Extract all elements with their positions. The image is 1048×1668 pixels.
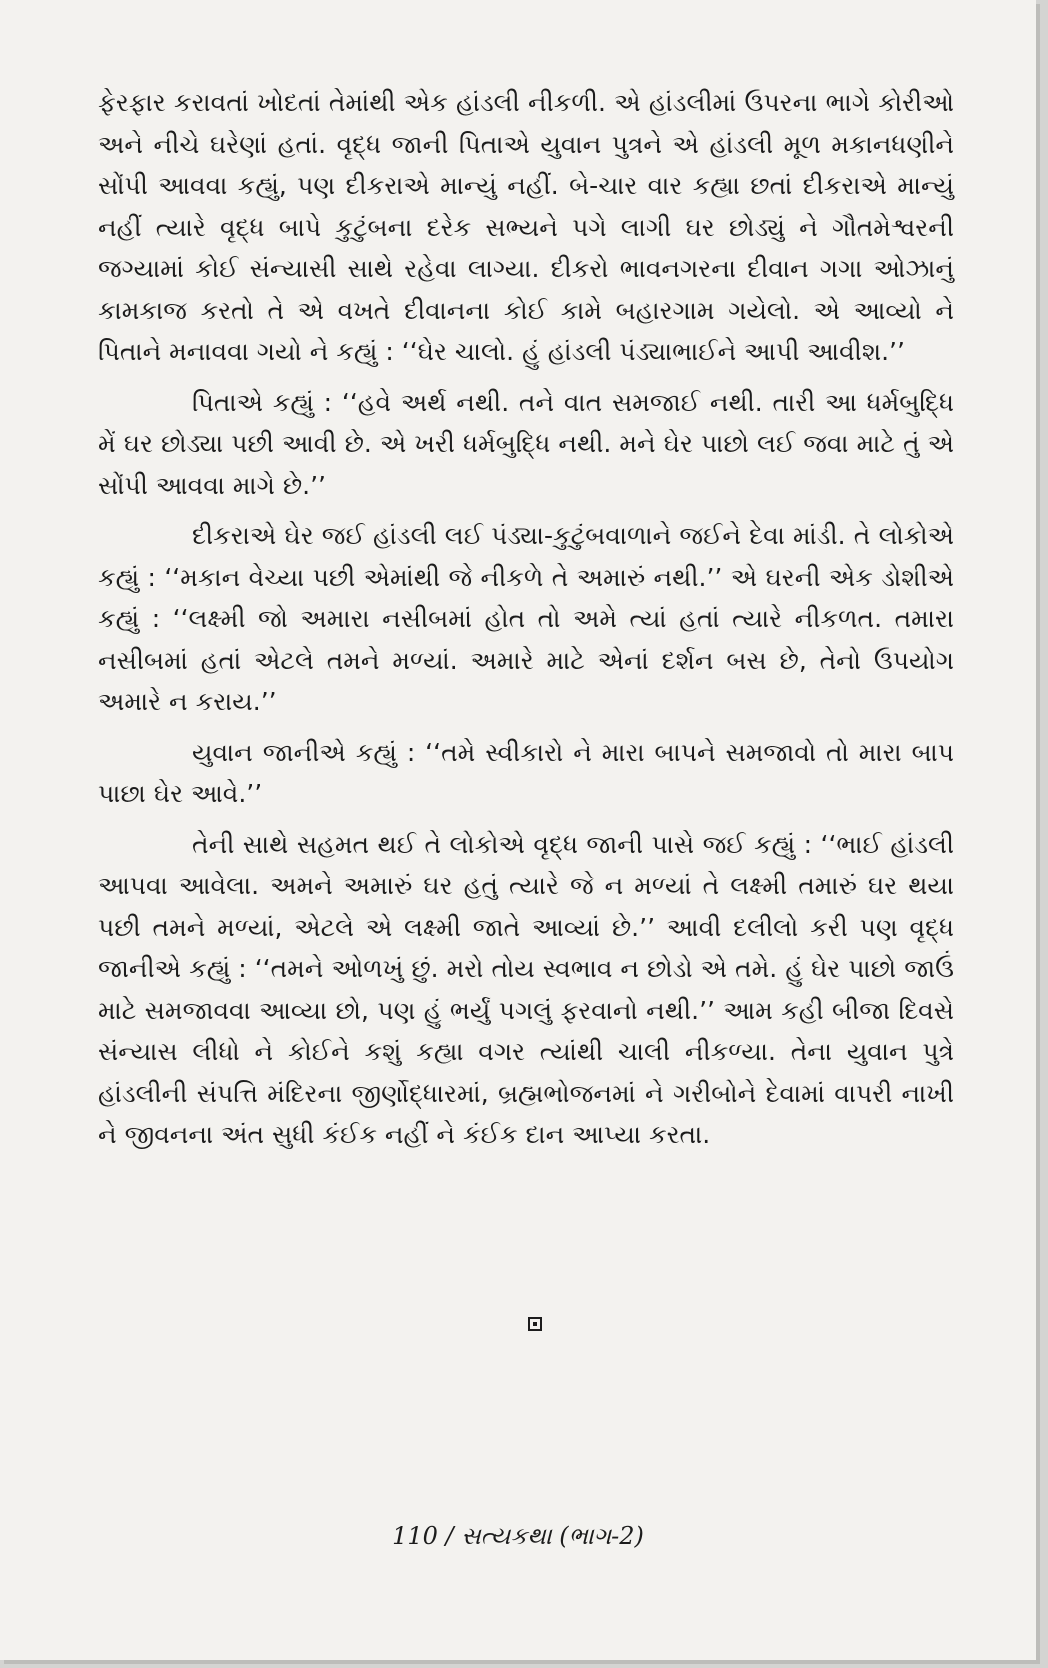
paragraph-1: ફેરફાર કરાવતાં ખોદતાં તેમાંથી એક હાંડલી નીકળી. એ હાંડલીમાં ઉપરના ભાગે કોરીઓ અને નીચે ઘરેણાં હતાં. વૃદ્ધ જાની પિતાએ યુવાન પુત્રને એ હાંડલી મૂળ મકાનધણીને સોંપી આવવા કહ્યું, પણ દીકરાએ માન્યું નહીં. બે-ચાર વાર કહ્યા છતાં દીકરાએ માન્યું નહીં ત્યારે વૃદ્ધ બાપે કુટુંબના દરેક સભ્યને પગે લાગી ઘર છોડ્યું ને ગૌતમેશ્વરની જગ્યામાં કોઈ સંન્યાસી સાથે રહેવા લાગ્યા. દીકરો ભાવનગરના દીવાન ગગા ઓઝાનું કામકાજ કરતો તે એ વખતે દીવાનના કોઈ કામે બહારગામ ગયેલો. એ આવ્યો ને પિતાને મનાવવા ગયો ને કહ્યું : ‘‘ઘેર ચાલો. હું હાંડલી પંડ્યાભાઈને આપી આવીશ.’’ xyxy=(98,88,954,366)
paragraph-2: પિતાએ કહ્યું : ‘‘હવે અર્થ નથી. તને વાત સમજાઈ નથી. તારી આ ધર્મબુદ્ધિ મેં ઘર છોડ્યા પછી આવી છે. એ ખરી ધર્મબુદ્ધિ નથી. મને ઘેર પાછો લઈ જવા માટે તું એ સોંપી આવવા માગે છે.’’ xyxy=(98,387,954,500)
paragraph-3: દીકરાએ ઘેર જઈ હાંડલી લઈ પંડ્યા-કુટુંબવાળાને જઈને દેવા માંડી. તે લોકોએ કહ્યું : ‘‘મકાન વેચ્યા પછી એમાંથી જે નીકળે તે અમારું નથી.’’ એ ઘરની એક ડોશીએ કહ્યું : ‘‘લક્ષ્મી જો અમારા નસીબમાં હોત તો અમે ત્યાં હતાં ત્યારે નીકળત. તમારા નસીબમાં હતાં એટલે તમને મળ્યાં. અમારે માટે એનાં દર્શન બસ છે, તેનો ઉપયોગ અમારે ન કરાય.’’ xyxy=(98,521,954,716)
paragraph-4: યુવાન જાનીએ કહ્યું : ‘‘તમે સ્વીકારો ને મારા બાપને સમજાવો તો મારા બાપ પાછા ઘેર આવે.’’ xyxy=(98,737,954,808)
paragraph-5: તેની સાથે સહમત થઈ તે લોકોએ વૃદ્ધ જાની પાસે જઈ કહ્યું : ‘‘ભાઈ હાંડલી આપવા આવેલા. અમને અમારું ઘર હતું ત્યારે જે ન મળ્યાં તે લક્ષ્મી તમારું ઘર થયા પછી તમને મળ્યાં, એટલે એ લક્ષ્મી જાતે આવ્યાં છે.’’ આવી દલીલો કરી પણ વૃદ્ધ જાનીએ કહ્યું : ‘‘તમને ઓળખું છું. મરો તોય સ્વભાવ ન છોડો એ તમે. હું ઘેર પાછો જાઉં માટે સમજાવવા આવ્યા છો, પણ હું ભર્યું પગલું ફરવાનો નથી.’’ આમ કહી બીજા દિવસે સંન્યાસ લીધો ને કોઈને કશું કહ્યા વગર ત્યાંથી ચાલી નીકળ્યા. તેના યુવાન પુત્રે હાંડલીની સંપત્તિ મંદિરના જીર્ણોદ્ધારમાં, બ્રહ્મભોજનમાં ને ગરીબોને દેવામાં વાપરી નાખી ને જીવનના અંત સુધી કંઈક નહીં ને કંઈક દાન આપ્યા કરતા. xyxy=(98,829,954,1149)
end-of-story-mark-icon xyxy=(528,1317,542,1331)
body-text xyxy=(98,82,954,1165)
page-footer: 110 / સત્યકથા (ભાગ-2) xyxy=(392,1522,644,1550)
